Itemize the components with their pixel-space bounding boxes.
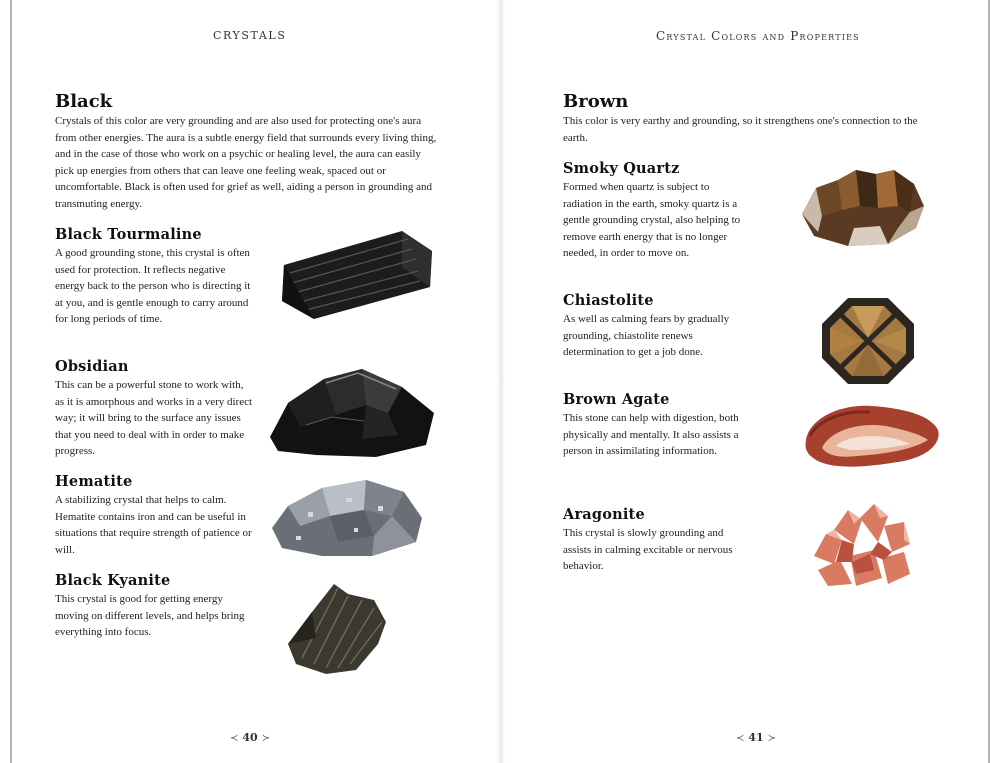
crystal-text-black-kyanite: This crystal is good for getting energy moving on different levels, and helps bring everything into focus. [55, 593, 245, 638]
crystal-name-aragonite: Aragonite [563, 506, 645, 523]
crystal-name-hematite: Hematite [55, 473, 133, 490]
aragonite-image [804, 500, 918, 592]
section-text-black: Crystals of this color are very grounding and are also used for protecting one's aura from other energies. The aura is a subtle energy field that surrounds every living thing, and in the case of those who work on a psychic or healing level, the aura can easily pick up energies from others that can leave one feeling weak, spaced out or uncomfortable. Black is often used for grief as well, aiding a person in grounding and transmuting energy. [55, 115, 437, 210]
crystal-name-smoky-quartz: Smoky Quartz [563, 160, 680, 177]
left-page-number: ≺ 40 ≻ [230, 731, 271, 744]
crystal-text-hematite: A stabilizing crystal that helps to calm. Hematite contains iron and can be useful in situations that require strength of patience or will. [55, 494, 252, 556]
section-title-brown: Brown [563, 91, 629, 112]
right-page-number: ≺ 41 ≻ [736, 731, 777, 744]
crystal-name-black-tourmaline: Black Tourmaline [55, 226, 202, 243]
left-running-head: CRYSTALS [213, 29, 287, 42]
obsidian-image [266, 365, 440, 461]
section-title-black: Black [55, 91, 113, 112]
crystal-text-obsidian: This can be a powerful stone to work with, as it is amorphous and works in a very direct way; it will bring to the surface any issues that you need to deal with in order to make progress. [55, 379, 253, 457]
black-kyanite-image [282, 578, 392, 678]
folio-ornament-right-icon: ≻ [767, 733, 777, 744]
crystal-text-aragonite: This crystal is slowly grounding and assists in calming excitable or nervous behavior. [563, 527, 733, 572]
brown-agate-image [800, 400, 942, 472]
crystal-text-black-tourmaline: A good grounding stone, this crystal is often used for protection. It reflects negative energy back to the person who is directing it at you, and is gentle enough to carry around for long periods of time. [55, 247, 251, 325]
crystal-text-chiastolite: As well as calming fears by gradually grounding, chiastolite renews determination to get a job done. [563, 313, 730, 358]
crystal-name-black-kyanite: Black Kyanite [55, 572, 171, 589]
crystal-text-brown-agate: This stone can help with digestion, both physically and mentally. It also assists a person in assimilating information. [563, 412, 739, 457]
book-gutter [497, 0, 505, 763]
crystal-name-obsidian: Obsidian [55, 358, 129, 375]
right-page-edge [988, 0, 990, 763]
crystal-name-brown-agate: Brown Agate [563, 391, 670, 408]
folio-ornament-left-icon: ≺ [736, 733, 745, 744]
black-tourmaline-image [278, 225, 436, 321]
hematite-image [268, 476, 426, 560]
crystal-text-smoky-quartz: Formed when quartz is subject to radiation in the earth, smoky quartz is a gentle grounding crystal, also helping to remove earth energy that is no longer needed, in order to move on. [563, 181, 741, 259]
right-running-head: Crystal Colors and Properties [656, 29, 860, 43]
chiastolite-image [818, 294, 918, 388]
crystal-name-chiastolite: Chiastolite [563, 292, 654, 309]
section-text-brown: This color is very earthy and grounding, so it strengthens one's connection to the earth. [563, 115, 918, 144]
folio-ornament-left-icon: ≺ [230, 733, 239, 744]
folio-ornament-right-icon: ≻ [261, 733, 271, 744]
left-page-edge [10, 0, 12, 763]
smoky-quartz-image [798, 166, 928, 250]
